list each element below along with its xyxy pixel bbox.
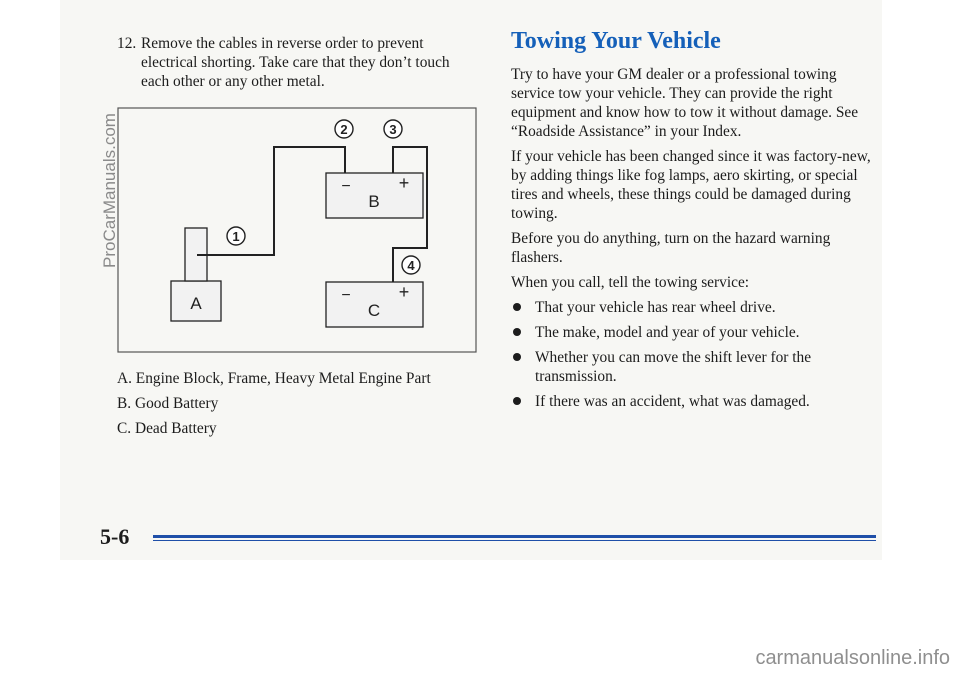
bottom-watermark: carmanualsonline.info [755,647,950,669]
label-b: B [368,192,380,211]
cable-1-2 [197,147,345,255]
towing-section [511,28,876,417]
connection-1-label [227,227,245,245]
bullet-dot-icon [513,397,521,405]
paragraph-4: When you call, tell the towing service: [511,274,750,291]
step-number: 12. [117,35,137,52]
battery-c-plus: + [398,282,410,302]
footer-rule-thin [153,540,876,541]
bullet-item: If there was an accident, what was damaged. [511,392,876,411]
footer-rule-thick [153,535,876,538]
paragraph-1: Try to have your GM dealer or a professional towing service tow your vehicle. They can provide the right equipment and know how to tow it without damage. See “Roadside Assistance” in your Index. [511,66,859,140]
bullet-dot-icon [513,303,521,311]
connection-3-label [384,120,402,138]
label-a: A [190,294,202,313]
svg-text:3: 3 [389,122,397,137]
side-watermark: ProCarManuals.com [100,113,119,268]
legend-item-a: A. Engine Block, Frame, Heavy Metal Engine Part [117,370,431,387]
step-instruction [117,34,462,91]
connection-2-label [335,120,353,138]
bullet-item: Whether you can move the shift lever for the transmission. [511,348,876,386]
battery-b-minus: − [341,178,351,195]
legend-item-b: B. Good Battery [117,395,219,412]
page-number: 5-6 [100,524,130,549]
section-title: Towing Your Vehicle [511,28,721,54]
label-c: C [367,301,381,320]
bullet-item: The make, model and year of your vehicle. [511,323,876,342]
battery-c-minus: − [341,287,351,304]
towing-bullet-list [511,298,876,411]
step-text: Remove the cables in reverse order to prevent electrical shorting. Take care that they don’t touch each other or any other metal. [141,35,450,90]
svg-text:2: 2 [340,122,348,137]
paragraph-3: Before you do anything, turn on the hazard warning flashers. [511,230,831,266]
battery-b-plus: + [398,173,410,193]
jumper-cable-diagram [117,107,477,353]
connection-4-label [402,256,420,274]
bullet-dot-icon [513,353,521,361]
diagram-legend [117,369,477,444]
svg-text:4: 4 [407,258,415,273]
bullet-item: That your vehicle has rear wheel drive. [511,298,876,317]
paragraph-2: If your vehicle has been changed since it was factory-new, by adding things like fog lamps, aero skirting, or special tires and wheels, these things could be damaged during towing. [511,148,871,222]
legend-item-c: C. Dead Battery [117,420,217,437]
svg-text:1: 1 [232,229,240,244]
bullet-dot-icon [513,328,521,336]
